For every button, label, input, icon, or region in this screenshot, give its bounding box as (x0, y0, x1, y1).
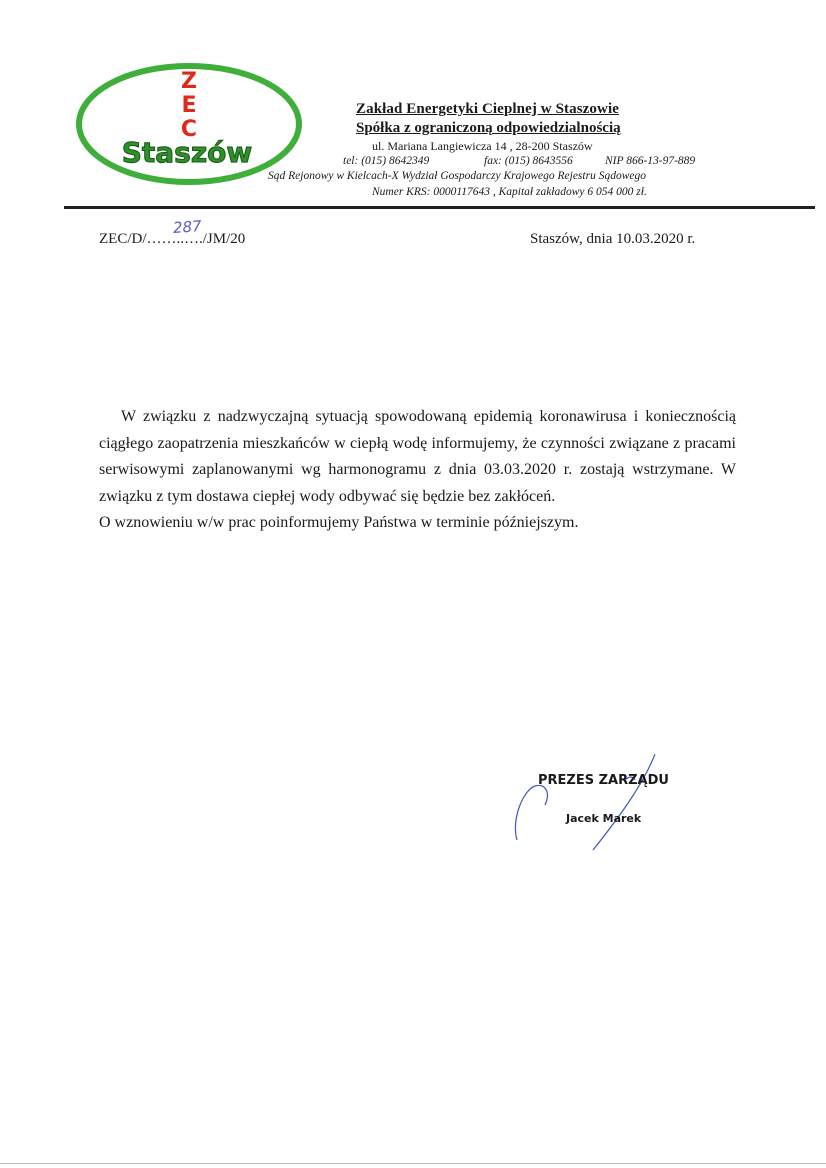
header-divider (64, 206, 815, 209)
reference-number: ZEC/D/……..…./JM/20 (99, 231, 246, 247)
handwritten-reference-number: 287 (172, 217, 203, 237)
company-tel: tel: (015) 8642349 (343, 155, 430, 167)
company-legal-form: Spółka z ograniczoną odpowiedzialnością (356, 120, 621, 136)
company-name: Zakład Energetyki Cieplnej w Staszowie (356, 101, 619, 117)
body-paragraph-1: W związku z nadzwyczajną sytuacją spowodowaną epidemią koronawirusa i koniecznością ciągłego zaopatrzenia mieszkańców w ciepłą wodę informujemy, że czynności związane z pracami serwisowymi zaplanowanymi wg harmonogramu z dnia 03.03.2020 r. zostają wstrzymane. W związku z tym dostawa ciepłej wody odbywać się będzie bez zakłóceń. (99, 408, 736, 505)
signature-name: Jacek Marek (566, 812, 642, 825)
body-paragraph-2: O wznowieniu w/w prac poinformujemy Państwa w terminie późniejszym. (99, 514, 579, 531)
company-fax: fax: (015) 8643556 (484, 155, 573, 167)
signature-title: PREZES ZARZĄDU (538, 773, 669, 788)
company-krs: Numer KRS: 0000117643 , Kapitał zakładowy 6 054 000 zł. (372, 186, 647, 198)
letter-date: Staszów, dnia 10.03.2020 r. (530, 231, 696, 247)
page-bottom-edge (0, 1163, 826, 1164)
logo-letter-c: C (180, 117, 198, 142)
handwritten-signature (505, 750, 685, 860)
logo-letter-e: E (181, 93, 197, 118)
logo-wordmark: Staszów (121, 136, 253, 169)
company-court-registry: Sąd Rejonowy w Kielcach-X Wydział Gospodarczy Krajowego Rejestru Sądowego (268, 170, 646, 182)
company-address: ul. Mariana Langiewicza 14 , 28-200 Staszów (372, 139, 593, 153)
logo-letter-z: Z (181, 69, 197, 94)
letter-body (99, 404, 736, 537)
company-nip: NIP 866-13-97-889 (605, 155, 696, 167)
